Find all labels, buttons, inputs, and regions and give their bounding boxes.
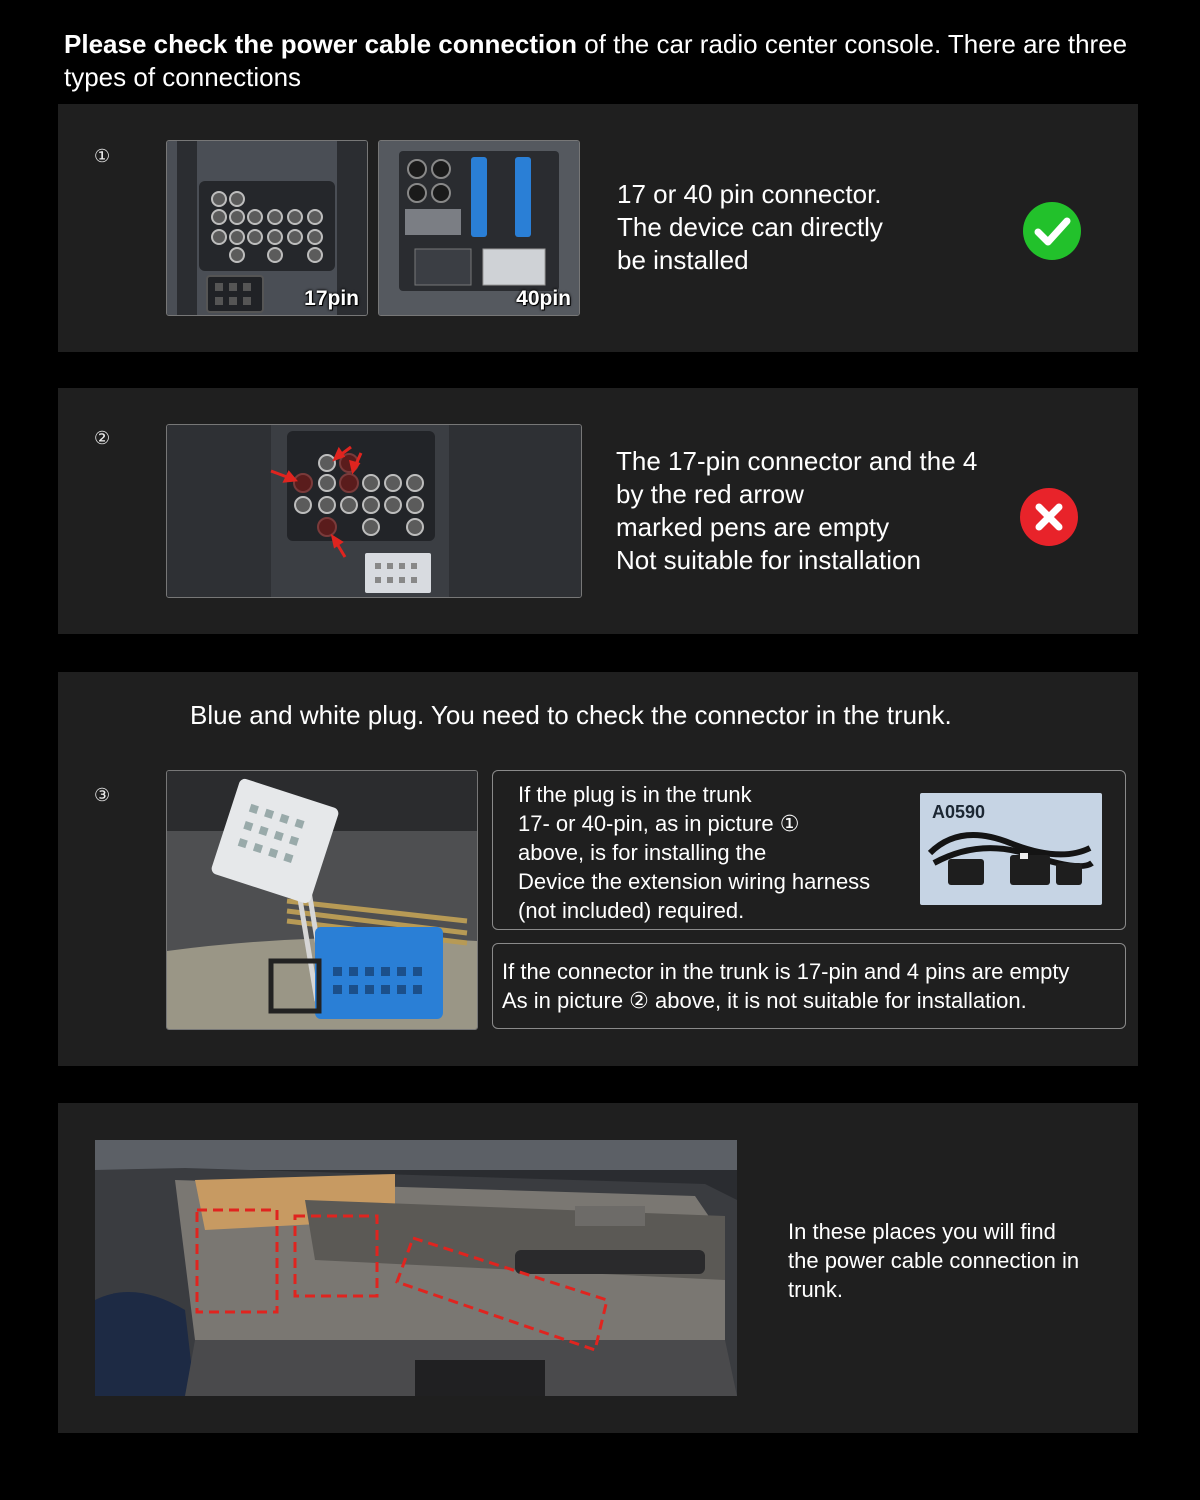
check-icon [1023,202,1081,260]
text-line: 17- or 40-pin, as in picture ① [518,811,800,836]
panel-three [58,672,1138,1066]
panel-four-text [788,1217,1079,1304]
text-line: above, is for installing the [518,840,767,865]
panel-four [58,1103,1138,1433]
intro-bold: Please check the power cable connection [64,29,577,59]
text-line: If the connector in the trunk is 17-pin and 4 pins are empty [502,959,1070,984]
section-number: ① [94,146,111,166]
text-line: Device the extension wiring harness [518,869,871,894]
panel-two [58,388,1138,634]
text-line: the power cable connection in [788,1248,1080,1273]
text-line: (not included) required. [518,898,745,923]
photo-blue-white-plug [166,770,478,1030]
blue-white-plug-illustration [167,771,477,1029]
text-line: be installed [617,245,749,275]
section-number: ② [94,428,111,448]
text-line: If the plug is in the trunk [518,782,752,807]
text-line: Not suitable for installation [616,545,921,575]
photo-trunk [95,1140,737,1396]
trunk-illustration [95,1140,737,1396]
harness-illustration [920,793,1102,905]
panel-two-text [616,445,977,577]
intro-rest: of the car radio center console. There are three types of connections [64,29,1128,92]
text-line: by the red arrow [616,479,804,509]
not-suitable-box [492,943,1126,1029]
photo-17pin [166,140,368,316]
photo-40pin [378,140,580,316]
section-number: ③ [94,785,111,805]
trunk-info-box [492,770,1126,930]
photo-17pin-empty [166,424,582,598]
panel-one [58,104,1138,352]
label-17pin: 17pin [304,287,359,310]
trunk-info-text [518,780,870,925]
text-line: The device can directly [617,212,883,242]
text-line: In these places you will find [788,1219,1056,1244]
harness-photo [920,793,1102,905]
not-suitable-text [502,957,1069,1015]
label-40pin: 40pin [516,287,571,310]
panel-three-heading: Blue and white plug. You need to check the connector in the trunk. [190,700,952,730]
text-line: The 17-pin connector and the 4 [616,446,978,476]
text-line: trunk. [788,1277,844,1302]
harness-label: A0590 [932,802,986,822]
x-icon [1020,488,1078,546]
text-line: 17 or 40 pin connector. [617,179,882,209]
text-line: marked pens are empty [616,512,890,542]
panel-one-text [617,178,883,277]
text-line: As in picture ② above, it is not suitable for installation. [502,988,1027,1013]
intro-text [64,28,1154,94]
connector-empty-pins-illustration [167,425,581,597]
